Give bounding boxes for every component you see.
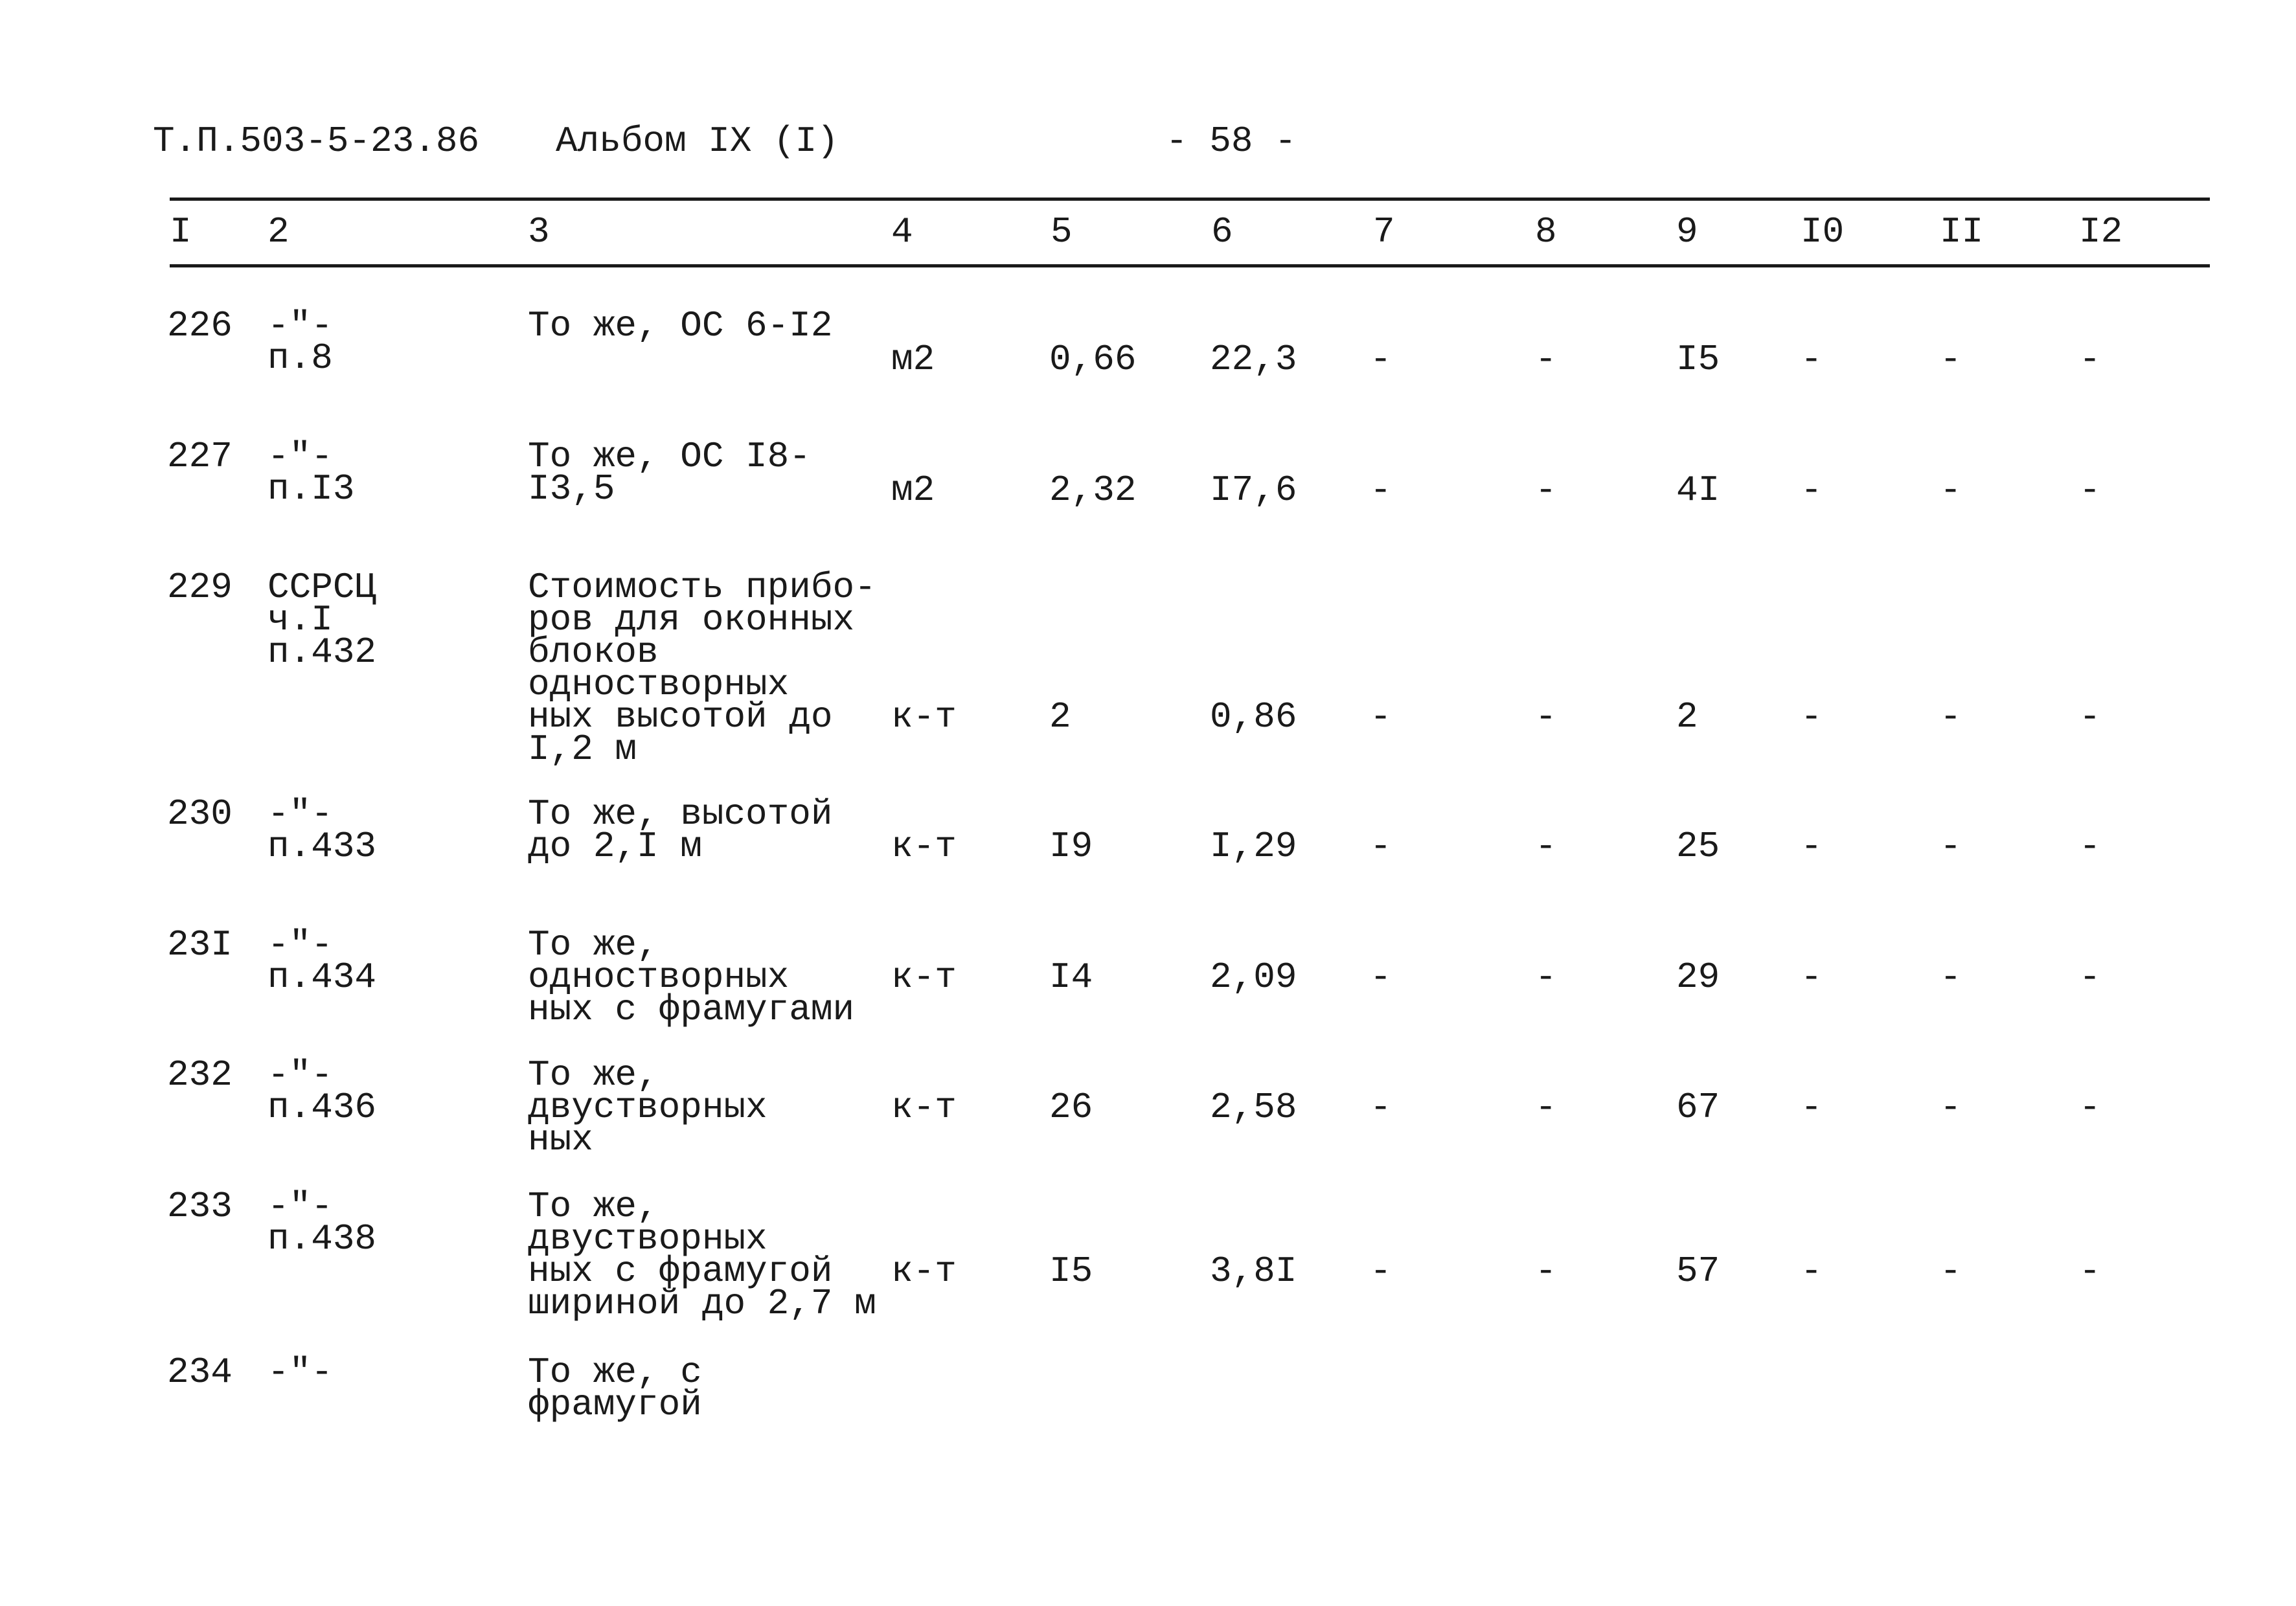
row-col-10: - [1801,339,1823,380]
row-col-7: - [1370,956,1392,998]
row-col-11: - [1940,956,1962,998]
row-col-11: - [1940,696,1962,738]
row-description: То же, двустворных ных [528,1054,767,1160]
row-col-5: I9 [1049,826,1093,867]
row-unit: к-т [891,826,957,867]
row-reference: ССРСЦ ч.I п.432 [267,567,377,673]
row-col-6: I,29 [1210,826,1297,867]
row-unit: к-т [891,1087,957,1128]
page-number: - 58 - [1166,120,1297,162]
album-title: Альбом IX (I) [556,120,839,162]
row-col-8: - [1535,956,1557,998]
row-col-10: - [1801,1087,1823,1128]
row-col-9: 2 [1676,696,1698,738]
row-col-6: 22,3 [1210,339,1297,380]
row-col-9: 29 [1676,956,1720,998]
row-description: То же, двустворных ных с фрамугой шириной до 2,7 м [528,1186,876,1324]
row-reference: -"- [267,1352,333,1393]
row-col-11: - [1940,339,1962,380]
row-unit: м2 [891,339,935,380]
row-col-10: - [1801,826,1823,867]
row-description: То же, с фрамугой [528,1352,702,1425]
row-col-5: 26 [1049,1087,1093,1128]
row-col-6: 0,86 [1210,696,1297,738]
column-header-5: 5 [1051,211,1073,253]
column-header-10: I0 [1801,211,1845,253]
row-col-8: - [1535,1250,1557,1292]
row-col-10: - [1801,696,1823,738]
row-col-9: 57 [1676,1250,1720,1292]
row-col-10: - [1801,1250,1823,1292]
row-col-6: I7,6 [1210,469,1297,511]
row-col-7: - [1370,1250,1392,1292]
row-number: 227 [167,436,233,477]
column-header-9: 9 [1676,211,1698,253]
row-col-8: - [1535,696,1557,738]
row-unit: к-т [891,696,957,738]
row-unit: к-т [891,1250,957,1292]
column-header-4: 4 [891,211,913,253]
row-number: 232 [167,1054,233,1096]
row-col-5: I4 [1049,956,1093,998]
row-number: 233 [167,1186,233,1227]
row-col-8: - [1535,469,1557,511]
row-reference: -"- п.436 [267,1054,377,1128]
row-reference: -"- п.434 [267,924,377,998]
row-col-6: 3,8I [1210,1250,1297,1292]
row-col-7: - [1370,1087,1392,1128]
row-unit: м2 [891,469,935,511]
column-header-1: I [170,211,192,253]
row-col-9: 4I [1676,469,1720,511]
row-col-7: - [1370,469,1392,511]
row-col-5: 2,32 [1049,469,1137,511]
row-col-9: I5 [1676,339,1720,380]
row-description: То же, одностворных ных с фрамугами [528,924,855,1030]
row-description: Стоимость прибо- ров для оконных блоков одностворных ных высотой до I,2 м [528,567,876,770]
column-header-2: 2 [267,211,290,253]
row-col-12: - [2079,956,2101,998]
row-col-11: - [1940,469,1962,511]
row-col-12: - [2079,826,2101,867]
row-col-6: 2,09 [1210,956,1297,998]
row-col-8: - [1535,339,1557,380]
row-col-10: - [1801,956,1823,998]
row-col-6: 2,58 [1210,1087,1297,1128]
row-col-5: I5 [1049,1250,1093,1292]
row-number: 229 [167,567,233,608]
row-col-7: - [1370,826,1392,867]
row-col-10: - [1801,469,1823,511]
row-col-12: - [2079,1087,2101,1128]
row-col-7: - [1370,696,1392,738]
column-header-3: 3 [528,211,550,253]
row-reference: -"- п.8 [267,305,333,379]
row-reference: -"- п.438 [267,1186,377,1260]
row-col-8: - [1535,1087,1557,1128]
row-col-12: - [2079,696,2101,738]
row-number: 226 [167,305,233,346]
document-code: Т.П.503-5-23.86 [153,120,480,162]
row-col-11: - [1940,1250,1962,1292]
row-number: 23I [167,924,233,966]
column-header-8: 8 [1535,211,1557,253]
row-col-9: 67 [1676,1087,1720,1128]
row-reference: -"- п.433 [267,793,377,867]
row-col-11: - [1940,826,1962,867]
row-number: 230 [167,793,233,835]
row-col-7: - [1370,339,1392,380]
column-header-7: 7 [1373,211,1395,253]
row-col-5: 0,66 [1049,339,1137,380]
row-col-12: - [2079,469,2101,511]
column-header-11: II [1940,211,1984,253]
row-description: То же, ОС I8-I3,5 [528,436,811,510]
row-col-12: - [2079,1250,2101,1292]
row-col-8: - [1535,826,1557,867]
row-reference: -"- п.I3 [267,436,355,510]
row-description: То же, ОС 6-I2 [528,305,833,346]
row-col-5: 2 [1049,696,1071,738]
column-header-12: I2 [2079,211,2123,253]
row-col-12: - [2079,339,2101,380]
row-description: То же, высотой до 2,I м [528,793,833,867]
row-col-11: - [1940,1087,1962,1128]
row-col-9: 25 [1676,826,1720,867]
row-unit: к-т [891,956,957,998]
column-header-6: 6 [1211,211,1233,253]
row-number: 234 [167,1352,233,1393]
